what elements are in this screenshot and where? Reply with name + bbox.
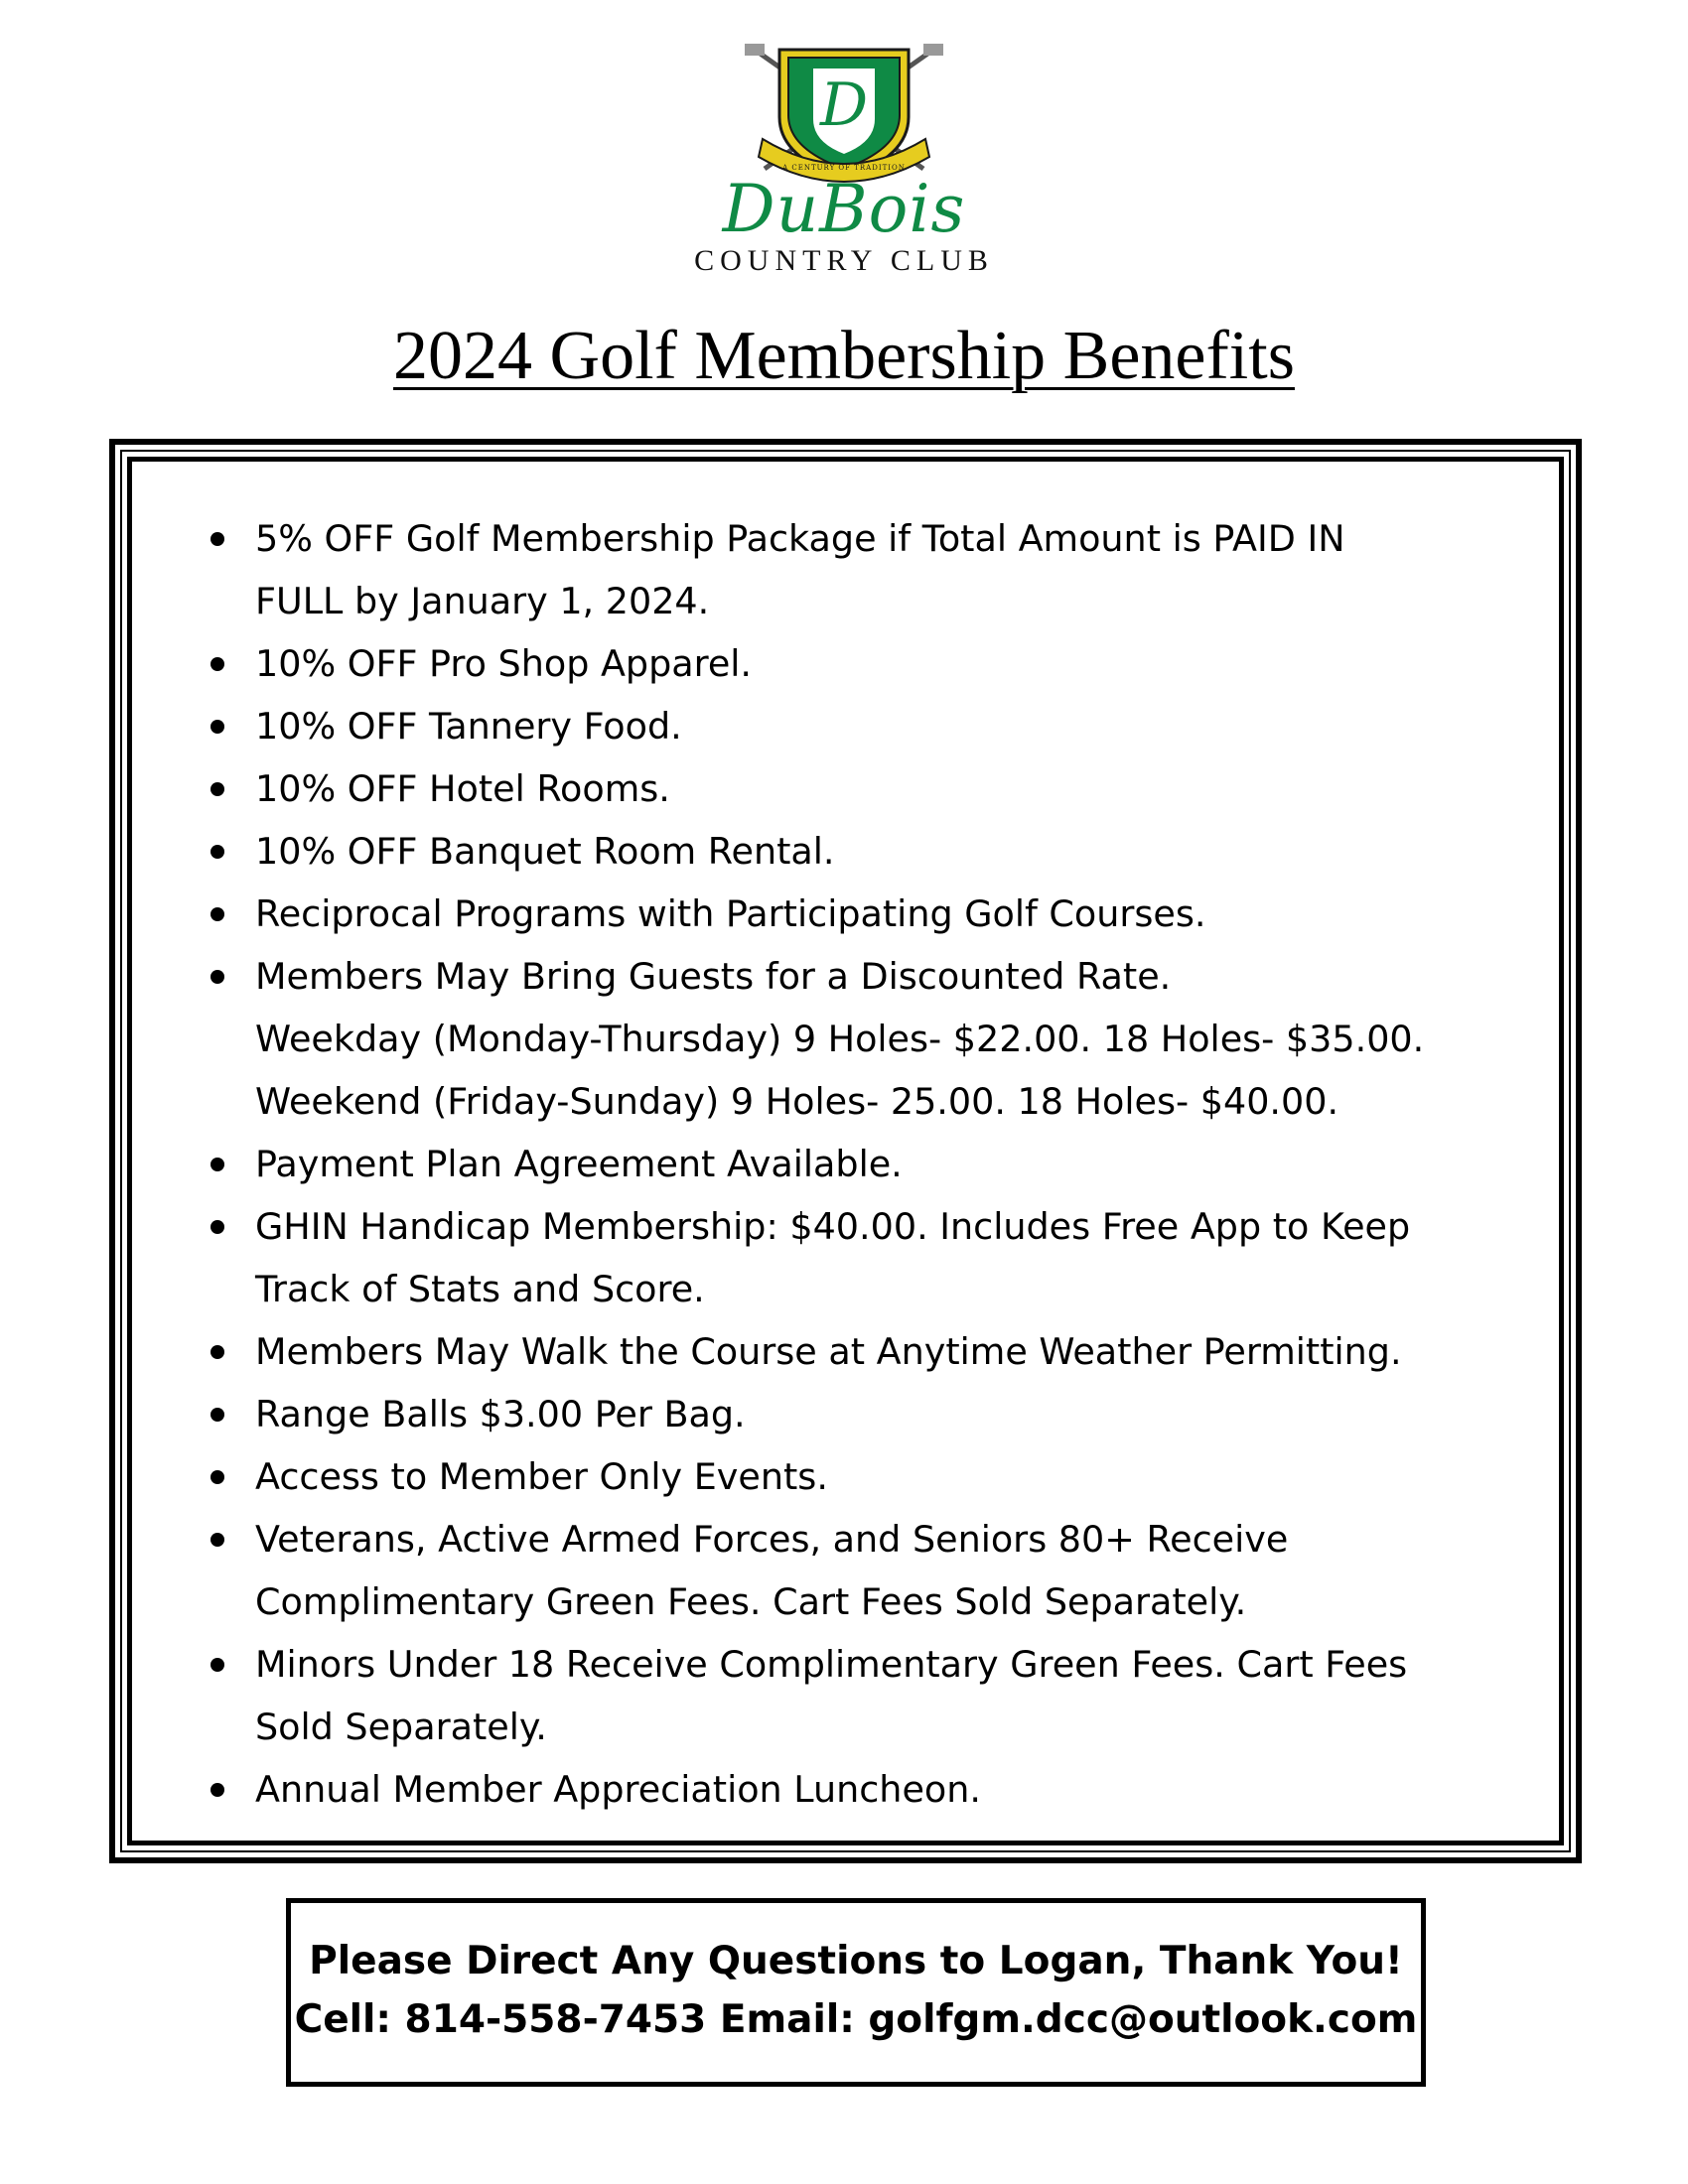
bullet-icon (211, 970, 224, 984)
benefit-item (211, 1195, 1561, 1320)
benefit-text: 10% OFF Pro Shop Apparel. (255, 642, 753, 685)
benefit-text: Veterans, Active Armed Forces, and Seniors 80+ Receive (255, 1518, 1289, 1561)
club-name-sub: COUNTRY CLUB (694, 244, 994, 277)
benefit-item (211, 757, 1561, 820)
benefit-text: Access to Member Only Events. (255, 1455, 828, 1498)
page-title (0, 316, 1688, 397)
benefit-item (211, 883, 1561, 945)
benefit-text: Members May Bring Guests for a Discounted Rate. (255, 955, 1172, 998)
benefit-item (211, 1320, 1561, 1383)
benefit-text: Members May Walk the Course at Anytime Weather Permitting. (255, 1330, 1402, 1373)
benefit-text: Range Balls $3.00 Per Bag. (255, 1393, 746, 1435)
bullet-icon (211, 782, 224, 796)
benefit-text: 10% OFF Hotel Rooms. (255, 767, 670, 810)
benefit-text: FULL by January 1, 2024. (255, 580, 710, 622)
benefit-text: Complimentary Green Fees. Cart Fees Sold Separately. (255, 1580, 1247, 1623)
benefit-item (211, 1758, 1561, 1821)
benefit-item (211, 1508, 1561, 1633)
benefit-text: 10% OFF Tannery Food. (255, 705, 682, 748)
benefits-box (109, 439, 1582, 1863)
benefit-list (211, 507, 1561, 1821)
benefit-text: 10% OFF Banquet Room Rental. (255, 830, 835, 873)
benefit-item (211, 1633, 1561, 1758)
club-name-script: DuBois (722, 171, 966, 247)
benefit-text: Reciprocal Programs with Participating Golf Courses. (255, 892, 1206, 935)
crest-initial: D (819, 70, 869, 140)
benefit-text: Minors Under 18 Receive Complimentary Green Fees. Cart Fees (255, 1643, 1408, 1686)
benefit-text: Payment Plan Agreement Available. (255, 1143, 903, 1185)
contact-details: Cell: 814-558-7453 Email: golfgm.dcc@outlook.com (294, 1997, 1418, 2042)
benefit-item (211, 507, 1561, 632)
crest-emblem (685, 40, 1003, 189)
club-logo (685, 40, 1003, 278)
benefit-text: Weekday (Monday-Thursday) 9 Holes- $22.00. 18 Holes- $35.00. (255, 1018, 1425, 1060)
benefit-item (211, 1445, 1561, 1508)
contact-message: Please Direct Any Questions to Logan, Thank You! (309, 1939, 1403, 1983)
benefit-item (211, 632, 1561, 695)
page-title-text: 2024 Golf Membership Benefits (393, 318, 1295, 394)
bullet-icon (211, 1220, 224, 1234)
benefit-item (211, 1383, 1561, 1445)
crest-ribbon-text: A CENTURY OF TRADITION (782, 164, 906, 172)
bullet-icon (211, 720, 224, 734)
benefit-text: Sold Separately. (255, 1706, 547, 1748)
benefit-text: Track of Stats and Score. (255, 1268, 705, 1310)
benefit-text: 5% OFF Golf Membership Package if Total Amount is PAID IN (255, 517, 1345, 560)
bullet-icon (211, 1470, 224, 1484)
bullet-icon (211, 657, 224, 671)
benefit-item (211, 1133, 1561, 1195)
bullet-icon (211, 845, 224, 859)
bullet-icon (211, 532, 224, 546)
benefit-item (211, 820, 1561, 883)
benefit-item (211, 695, 1561, 757)
bullet-icon (211, 1408, 224, 1422)
benefit-text: Weekend (Friday-Sunday) 9 Holes- 25.00. 18 Holes- $40.00. (255, 1080, 1339, 1123)
bullet-icon (211, 1533, 224, 1547)
benefit-text: Annual Member Appreciation Luncheon. (255, 1768, 981, 1811)
bullet-icon (211, 907, 224, 921)
benefit-item (211, 945, 1561, 1133)
benefit-text: GHIN Handicap Membership: $40.00. Includes Free App to Keep (255, 1205, 1411, 1248)
bullet-icon (211, 1658, 224, 1672)
bullet-icon (211, 1345, 224, 1359)
contact-box (286, 1898, 1426, 2087)
bullet-icon (211, 1158, 224, 1171)
bullet-icon (211, 1783, 224, 1797)
